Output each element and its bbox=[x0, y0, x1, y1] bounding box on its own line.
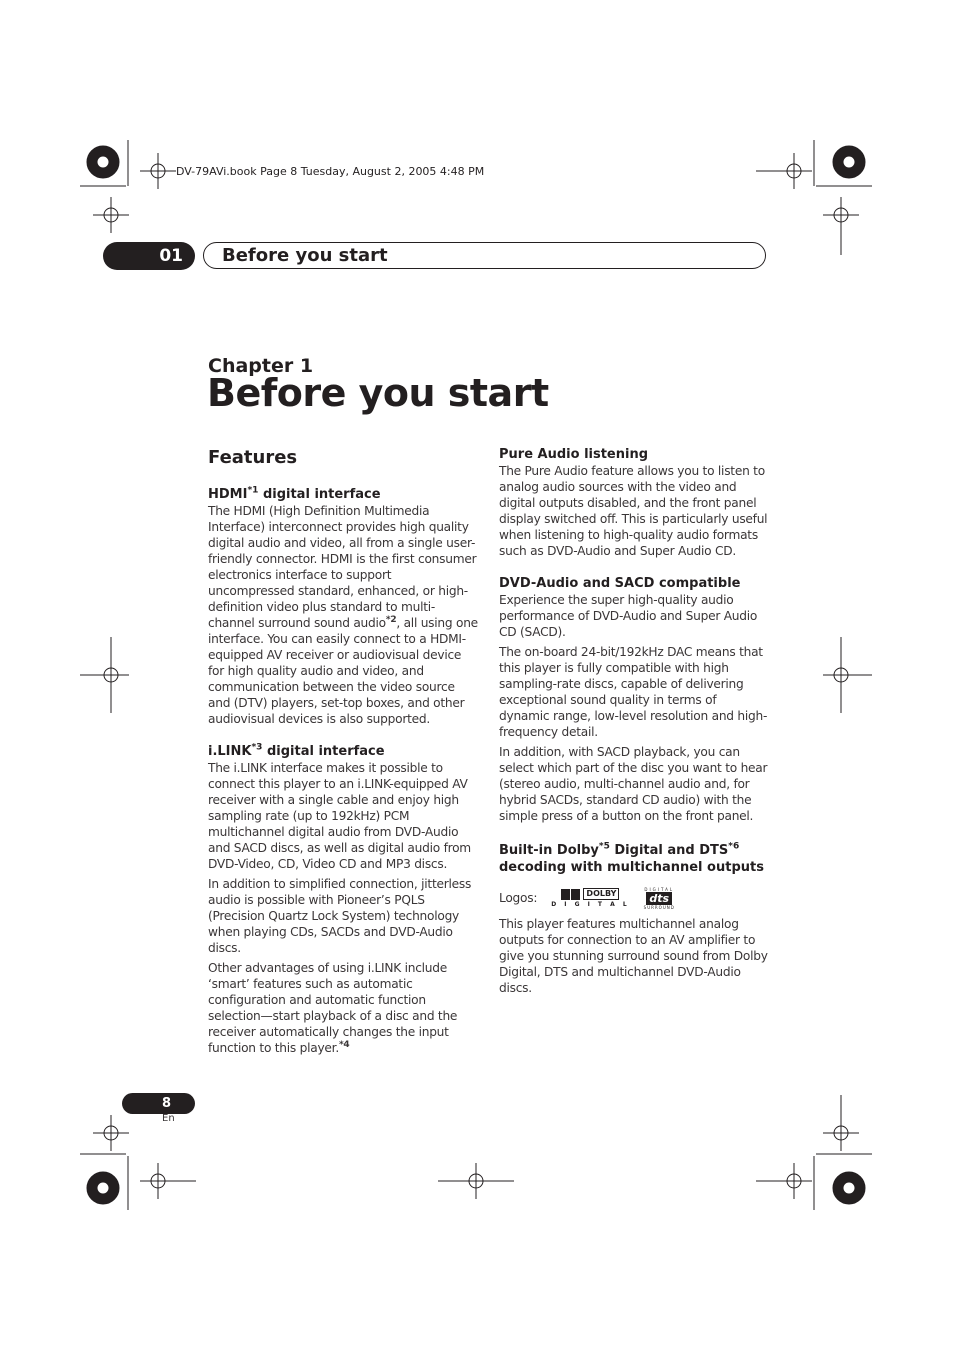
hdmi-paragraph: The HDMI (High Definition Multimedia Interface) interconnect provides high quality digital audio and video, all from a single user-friendly connector. HDMI is the first consumer electronics interface to support uncompressed standard, enhanced, or high-definition video plus standard to multi-channel surround sound audio$^{*2}$, all using one interface. You can easily connect to a HDMI-equipped AV receiver or audiovisual device for high quality audio and video, and communication between the video source and (DTV) players, set-top boxes, and other audiovisual devices is also supported. bbox=[208, 504, 478, 726]
logos-label: Logos: bbox=[499, 891, 538, 905]
features-heading: Features bbox=[208, 447, 298, 468]
crosshair-icon bbox=[756, 153, 812, 189]
crosshair-icon bbox=[93, 1115, 129, 1151]
pure-audio-heading: Pure Audio listening bbox=[499, 447, 649, 462]
dvd-sacd-paragraph-2: The on-board 24-bit/192kHz DAC means that this player is fully compatible with high sampling-rate discs, capable of delivering exceptional sound quality in terms of dynamic range, low-level resolution and high-frequency detail. bbox=[499, 645, 768, 739]
dts-logo-icon: DIGITAL dts SURROUND bbox=[643, 886, 675, 910]
crosshair-icon bbox=[140, 153, 176, 189]
registration-starburst-icon bbox=[87, 1172, 119, 1204]
registration-starburst-icon bbox=[833, 1172, 865, 1204]
pure-audio-paragraph: The Pure Audio feature allows you to listen to analog audio sources with the video and digital outputs disabled, and the front panel display switched off. This is particularly useful when listening to high-quality audio formats such as DVD-Audio and Super Audio CD. bbox=[499, 464, 768, 558]
logos-row bbox=[499, 882, 769, 914]
ilink-paragraph-1: The i.LINK interface makes it possible to connect this player to an i.LINK-equipped AV receiver with a single cable and enjoy high sampling rate (up to 192kHz) PCM multichannel digital audio from DVD-Audio and SACD discs, as well as digital audio from DVD-Video, CD, Video CD and MP3 discs. bbox=[208, 761, 471, 871]
book-info-line: DV-79AVi.book Page 8 Tuesday, August 2, 2005 4:48 PM bbox=[176, 165, 485, 178]
hdmi-heading: HDMI$^{*1}$ digital interface bbox=[208, 485, 381, 502]
right-column bbox=[499, 446, 769, 1000]
page-language: En bbox=[162, 1113, 175, 1124]
dvd-sacd-heading: DVD-Audio and SACD compatible bbox=[499, 576, 741, 591]
ilink-paragraph-3: Other advantages of using i.LINK include ‘smart’ features such as automatic configuration and automatic function selection—start playback of a disc and the receiver automatically changes the input function to this player.$^{*4}$ bbox=[208, 961, 458, 1055]
crosshair-icon bbox=[80, 637, 129, 713]
crosshair-icon bbox=[438, 1163, 514, 1199]
ilink-paragraph-2: In addition to simplified connection, jitterless audio is possible with Pioneer’s PQLS (Precision Quartz Lock System) technology when playing CDs, SACDs and DVD-Audio discs. bbox=[208, 877, 472, 955]
page-number-badge: 8 bbox=[122, 1093, 195, 1114]
ilink-heading: i.LINK$^{*3}$ digital interface bbox=[208, 742, 385, 759]
registration-starburst-icon bbox=[87, 146, 119, 178]
dolby-dts-heading: Built-in Dolby$^{*5}$ Digital and DTS$^{*6}$ decoding with multichannel outputs bbox=[499, 841, 764, 875]
dolby-dts-paragraph: This player features multichannel analog outputs for connection to an AV amplifier to give you stunning surround sound from Dolby Digital, DTS and multichannel DVD-Audio discs. bbox=[499, 917, 768, 995]
crosshair-icon bbox=[140, 1163, 196, 1199]
header-title: Before you start bbox=[222, 245, 388, 266]
registration-starburst-icon bbox=[833, 146, 865, 178]
chapter-title: Before you start bbox=[207, 371, 549, 415]
chapter-label: Chapter 1 bbox=[208, 355, 314, 377]
crosshair-icon bbox=[823, 637, 872, 713]
crosshair-icon bbox=[756, 1163, 812, 1199]
dvd-sacd-paragraph-1: Experience the super high-quality audio performance of DVD-Audio and Super Audio CD (SACD). bbox=[499, 593, 758, 639]
crosshair-icon bbox=[93, 197, 129, 233]
crosshair-icon bbox=[823, 197, 859, 255]
left-column bbox=[208, 446, 478, 1060]
chapter-number-badge: 01 bbox=[103, 242, 195, 270]
crosshair-icon bbox=[823, 1095, 859, 1151]
dolby-digital-logo-icon: DOLBY D I G I T A L bbox=[551, 889, 630, 908]
dvd-sacd-paragraph-3: In addition, with SACD playback, you can select which part of the disc you want to hear (stereo audio, multi-channel audio and, for hybrid SACDs, standard CD audio) with the simple press of a button on the front panel. bbox=[499, 745, 768, 823]
